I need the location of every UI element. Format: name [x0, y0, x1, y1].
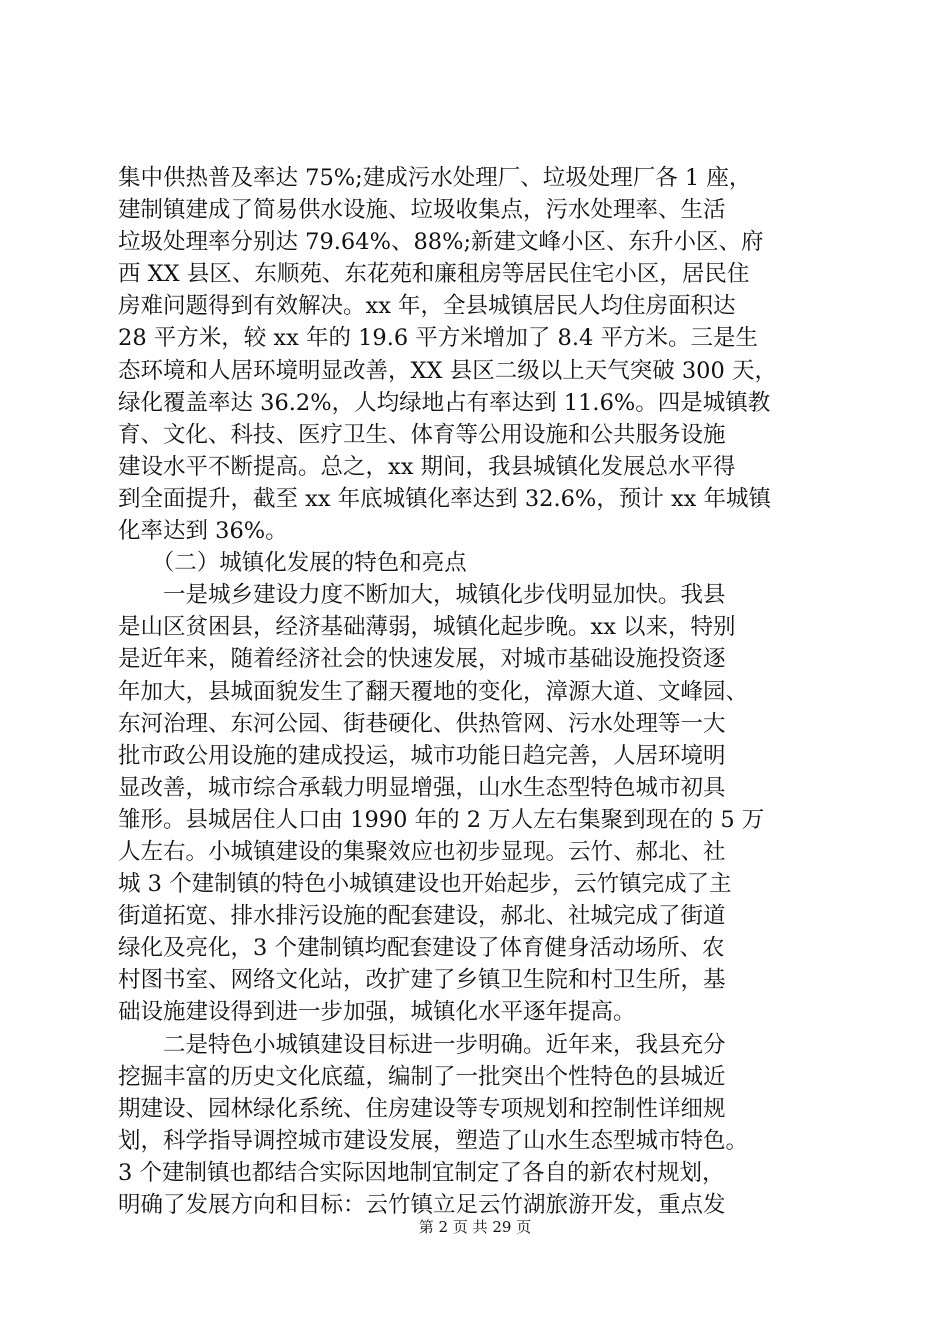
text-line: 垃圾处理率分别达 79.64%、88%;新建文峰小区、东升小区、府	[118, 229, 764, 256]
text-line: 态环境和人居环境明显改善，XX 县区二级以上天气突破 300 天，	[118, 357, 777, 384]
text-line: 东河治理、东河公园、街巷硬化、供热管网、污水处理等一大	[118, 710, 726, 737]
text-line: 街道拓宽、排水排污设施的配套建设，郝北、社城完成了街道	[118, 903, 726, 930]
text-line: 雏形。县城居住人口由 1990 年的 2 万人左右集聚到现在的 5 万	[118, 806, 765, 833]
text-line: 挖掘丰富的历史文化底蕴，编制了一批突出个性特色的县城近	[118, 1063, 726, 1090]
text-line: 房难问题得到有效解决。xx 年，全县城镇居民人均住房面积达	[118, 293, 736, 320]
text-line: 础设施建设得到进一步加强，城镇化水平逐年提高。	[118, 999, 636, 1026]
text-line: 是山区贫困县，经济基础薄弱，城镇化起步晚。xx 以来，特别	[118, 614, 736, 641]
text-line: 期建设、园林绿化系统、住房建设等专项规划和控制性详细规	[118, 1095, 726, 1122]
text-line: 集中供热普及率达 75%;建成污水处理厂、垃圾处理厂各 1 座，	[118, 165, 752, 191]
text-line: 到全面提升，截至 xx 年底城镇化率达到 32.6%，预计 xx 年城镇	[118, 485, 771, 512]
text-line: 划，科学指导调控城市建设发展，塑造了山水生态型城市特色。	[118, 1127, 749, 1154]
text-line: 城 3 个建制镇的特色小城镇建设也开始起步，云竹镇完成了主	[118, 871, 732, 898]
text-line: 化率达到 36%。	[118, 518, 288, 545]
text-line: 建设水平不断提高。总之，xx 期间，我县城镇化发展总水平得	[118, 453, 736, 480]
text-line: 村图书室、网络文化站，改扩建了乡镇卫生院和村卫生所，基	[118, 967, 726, 994]
text-line: 二是特色小城镇建设目标进一步明确。近年来，我县充分	[118, 1031, 726, 1058]
text-line: 西 XX 县区、东顺苑、东花苑和廉租房等居民住宅小区，居民住	[118, 261, 750, 288]
text-line: 28 平方米，较 xx 年的 19.6 平方米增加了 8.4 平方米。三是生	[118, 325, 758, 352]
text-line: 育、文化、科技、医疗卫生、体育等公用设施和公共服务设施	[118, 421, 726, 448]
text-line: 显改善，城市综合承载力明显增强，山水生态型特色城市初具	[118, 774, 726, 801]
text-line: 年加大，县城面貌发生了翻天覆地的变化，漳源大道、文峰园、	[118, 678, 749, 705]
text-line: 3 个建制镇也都结合实际因地制宜制定了各自的新农村规划，	[118, 1159, 725, 1186]
text-line: 批市政公用设施的建成投运，城市功能日趋完善，人居环境明	[118, 742, 726, 769]
page-footer: 第 2 页 共 29 页	[418, 1218, 532, 1236]
text-line: 绿化覆盖率达 36.2%，人均绿地占有率达到 11.6%。四是城镇教	[118, 389, 771, 416]
text-line: 人左右。小城镇建设的集聚效应也初步显现。云竹、郝北、社	[118, 838, 726, 865]
text-line: 建制镇建成了简易供水设施、垃圾收集点，污水处理率、生活	[118, 197, 726, 224]
body-text	[118, 162, 838, 1221]
text-line: 绿化及亮化，3 个建制镇均配套建设了体育健身活动场所、农	[118, 935, 725, 962]
text-line: 明确了发展方向和目标：云竹镇立足云竹湖旅游开发，重点发	[118, 1192, 726, 1218]
text-line: （二）城镇化发展的特色和亮点	[118, 550, 467, 577]
text-line: 一是城乡建设力度不断加大，城镇化步伐明显加快。我县	[118, 582, 726, 609]
text-line: 是近年来，随着经济社会的快速发展，对城市基础设施投资逐	[118, 646, 726, 673]
